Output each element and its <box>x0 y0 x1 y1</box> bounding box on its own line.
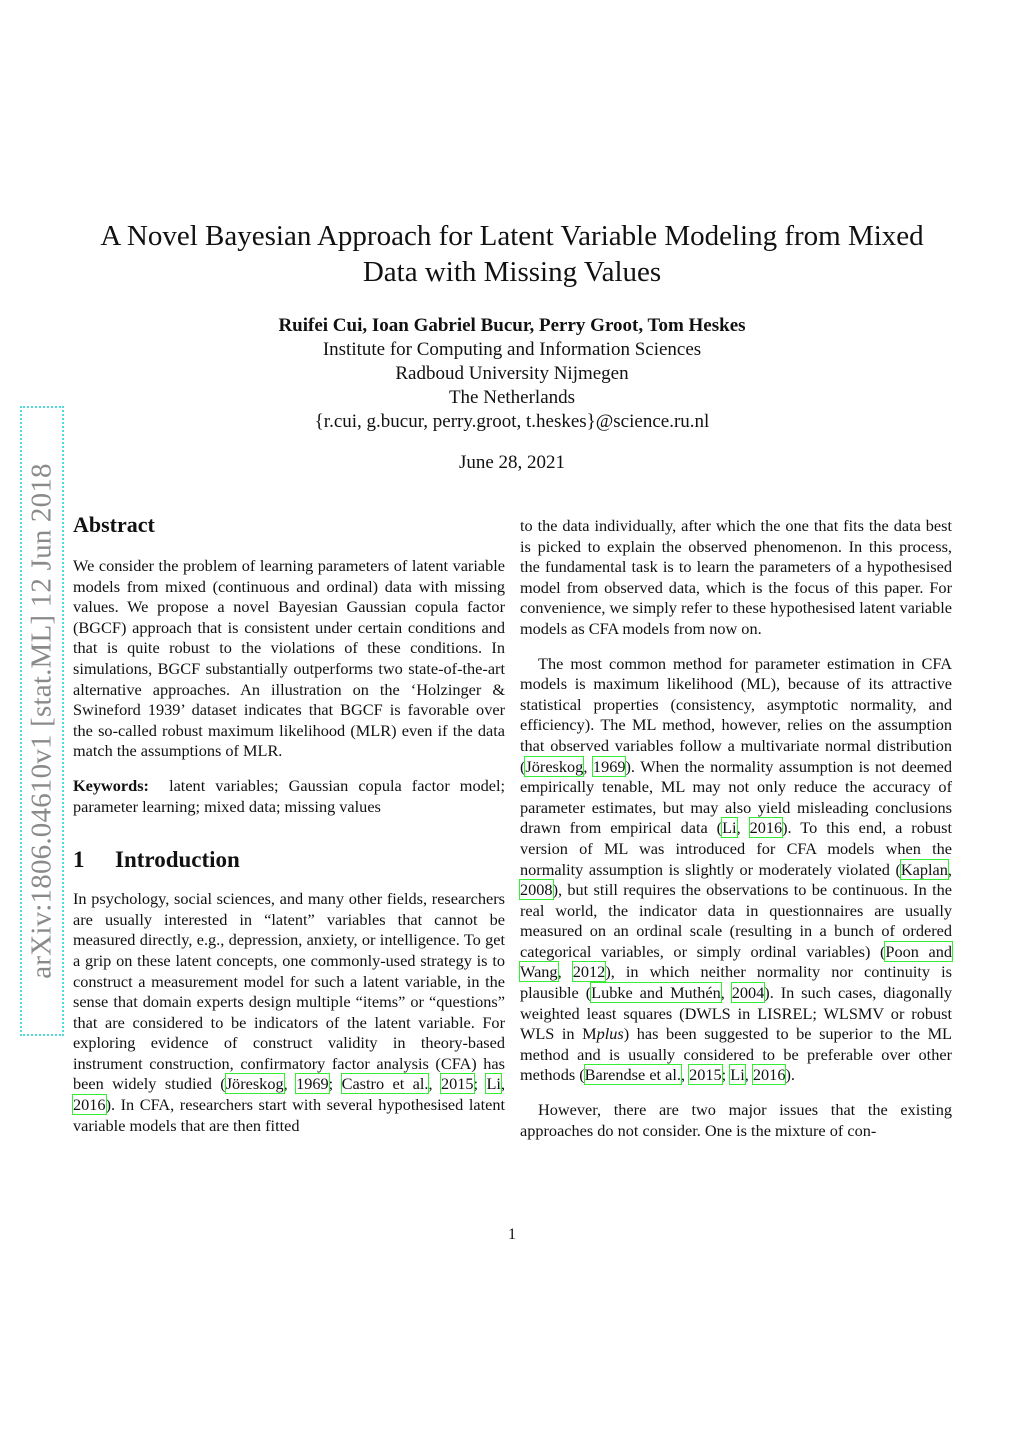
intro-text: In such cases, diagonally weighted least squares (DWLS in LISREL; WLSMV or robust WLS in M <box>520 983 953 1044</box>
citation-link-li[interactable]: Li <box>486 1074 501 1094</box>
citation-link-kaplan[interactable]: Kaplan <box>900 859 948 879</box>
page-number: 1 <box>508 1226 516 1243</box>
section-title: Introduction <box>115 847 240 873</box>
intro-text: In CFA, researchers start with several hypothesised latent variable models that are then fitted <box>73 1095 505 1135</box>
author-names: Ruifei Cui, Ioan Gabriel Bucur, Perry Groot, Tom Heskes <box>278 315 746 336</box>
arxiv-identifier-text: arXiv:1806.04610v1 [stat.ML] 12 Jun 2018 <box>25 463 58 979</box>
keywords <box>73 776 505 817</box>
citation-link-2008[interactable]: 2008 <box>520 880 553 900</box>
citation-link-li[interactable]: Li <box>730 1065 745 1085</box>
affiliation-institute: Institute for Computing and Information Sciences <box>322 339 702 360</box>
citation-link-poon-wang[interactable]: Poon and Wang <box>520 941 952 982</box>
intro-text: in which neither normality nor continuity is plausible ( <box>520 962 953 1003</box>
keywords-label: Keywords: <box>73 775 149 795</box>
citation-link-1969[interactable]: 1969 <box>592 756 626 776</box>
citation-link-castro[interactable]: Castro et al. <box>341 1074 429 1094</box>
citation-link-2016[interactable]: 2016 <box>73 1095 106 1115</box>
affiliation-university: Radboud University Nijmegen <box>395 363 629 384</box>
paper-date: June 28, 2021 <box>458 452 566 473</box>
paper-title-line-1: A Novel Bayesian Approach for Latent Variable Modeling from Mixed <box>100 220 924 252</box>
intro-text: The most common method for parameter estimation in CFA models is maximum likelihood (ML), because of its attractive statistical properties (consistency, asymptotic normality, and efficiency). The ML method, however, relies on the assumption that observed variables follow a multivariate normal distribution ( <box>520 653 952 776</box>
section-heading-introduction <box>73 845 505 875</box>
citation-link-joreskog[interactable]: Jöreskog <box>525 756 584 776</box>
mplus-italic: plus <box>596 1024 624 1044</box>
intro-text: In psychology, social sciences, and many other fields, researchers are usually interested in “latent” variables that cannot be measured directly, e.g., depression, anxiety, or intelligence. To get a grip on these latent concepts, one commonly-used strategy is to construct a measurement model for such a latent variable, in the sense that domain experts design multiple “items” or “questions” that are considered to be indicators of the latent variable. For exploring evidence of construct validity in theory-based instrument construction, confirmatory factor analysis (CFA) has been widely studied ( <box>73 889 505 1094</box>
citation-link-2012[interactable]: 2012 <box>572 962 606 982</box>
intro-paragraph-continued: to the data individually, after which the one that fits the data best is picked to explain the observed phenomenon. In this process, the fundamental task is to learn the parameters of a hypothesised model from observed data, which is the focus of this paper. For convenience, we simply refer to these hypothesised latent variable models as CFA models from now on. <box>520 516 952 638</box>
author-emails: {r.cui, g.bucur, perry.groot, t.heskes}@science.ru.nl <box>314 411 710 432</box>
citation-link-2015[interactable]: 2015 <box>440 1074 474 1094</box>
intro-paragraph-3: However, there are two major issues that the existing approaches do not consider. One is the mixture of con- <box>520 1100 952 1140</box>
right-column <box>520 516 952 1155</box>
author-block <box>100 314 924 434</box>
intro-paragraph-2: The most common method for parameter estimation in CFA models is maximum likelihood (ML), because of its attractive statistical properties (consistency, asymptotic normality, and efficiency). The ML method, however, relies on the assumption that observed variables follow a multivariate normal distribution (Jöreskog, 1969). When the normality assumption is not deemed empirically tenable, ML may not only reduce the accuracy of parameter estimates, but may also yield misleading conclusions drawn from empirical data (Li, 2016). To this end, a robust version of ML was introduced for CFA models when the normality assumption is slightly or moderately violated (Kaplan, 2008), but still requires the observations to be continuous. In the real world, the indicator data in questionnaires are usually measured on an ordinal scale (resulting in a bunch of ordered categorical variables, or simply ordinal variables) (Poon and Wang, 2012), in which neither normality nor continuity is plausible (Lubke and Muthén, 2004). In such cases, diagonally weighted least squares (DWLS in LISREL; WLSMV or robust WLS in Mplus) has been suggested to be superior to the ML method and is usually considered to be preferable over other methods (Barendse et al., 2015; Li, 2016). <box>520 653 953 1085</box>
left-column <box>73 510 505 1150</box>
citation-link-barendse[interactable]: Barendse et al. <box>584 1065 681 1085</box>
abstract-text: We consider the problem of learning parameters of latent variable models from mixed (continuous and ordinal) data with missing values. We propose a novel Bayesian Gaussian copula factor (BGCF) approach that is consistent under certain conditions and that is quite robust to the violations of these conditions. In simulations, BGCF substantially outperforms two state-of-the-art alternative approaches. An illustration on the ‘Holzinger & Swineford 1939’ dataset indicates that BGCF is favorable over the so-called robust maximum likelihood (MLR) even if the data match the assumptions of MLR. <box>73 556 505 761</box>
citation-link-1969[interactable]: 1969 <box>296 1074 329 1094</box>
citation-link-lubke-muthen[interactable]: Lubke and Muthén <box>591 983 721 1003</box>
citation-link-2016[interactable]: 2016 <box>752 1065 786 1085</box>
citation-link-2015[interactable]: 2015 <box>689 1065 722 1085</box>
citation-link-li[interactable]: Li <box>722 818 737 838</box>
intro-paragraph-1: In psychology, social sciences, and many other fields, researchers are usually interested in “latent” variables that cannot be measured directly, e.g., depression, anxiety, or intelligence. To get a grip on these latent concepts, one commonly-used strategy is to construct a measurement model for such a latent variable, in the sense that domain experts design multiple “items” or “questions” that are considered to be indicators of the latent variable. For exploring evidence of construct validity in theory-based instrument construction, confirmatory factor analysis (CFA) has been widely studied (Jöreskog, 1969; Castro et al., 2015; Li, 2016). In CFA, researchers start with several hypothesised latent variable models that are then fitted <box>73 889 506 1135</box>
paper-title-line-2: Data with Missing Values <box>362 256 662 288</box>
intro-text: ) has been suggested to be superior to the ML method and is usually considered to be preferable over other methods ( <box>520 1024 953 1085</box>
section-number: 1 <box>73 847 85 873</box>
citation-link-joreskog[interactable]: Jöreskog <box>225 1074 284 1094</box>
affiliation-country: The Netherlands <box>448 387 576 408</box>
intro-text: but still requires the observations to be continuous. In the real world, the indicator data in questionnaires are usually measured on an ordinal scale (resulting in a bunch of ordered categorical variables, or simply ordinal variables) ( <box>520 880 953 961</box>
paper-title <box>60 218 964 290</box>
citation-link-2016[interactable]: 2016 <box>749 818 783 838</box>
intro-text: When the normality assumption is not deemed empirically tenable, ML may not only reduce the accuracy of parameter estimates, but may also yield misleading conclusions drawn from empirical data ( <box>520 756 952 838</box>
keywords-text: latent variables; Gaussian copula factor model; parameter learning; mixed data; missing values <box>73 775 505 816</box>
intro-text: To this end, a robust version of ML was introduced for CFA models when the normality assumption is slightly or moderately violated ( <box>520 818 952 879</box>
abstract-heading: Abstract <box>73 512 155 537</box>
arxiv-identifier-stamp <box>20 406 64 1036</box>
citation-link-2004[interactable]: 2004 <box>731 983 765 1003</box>
